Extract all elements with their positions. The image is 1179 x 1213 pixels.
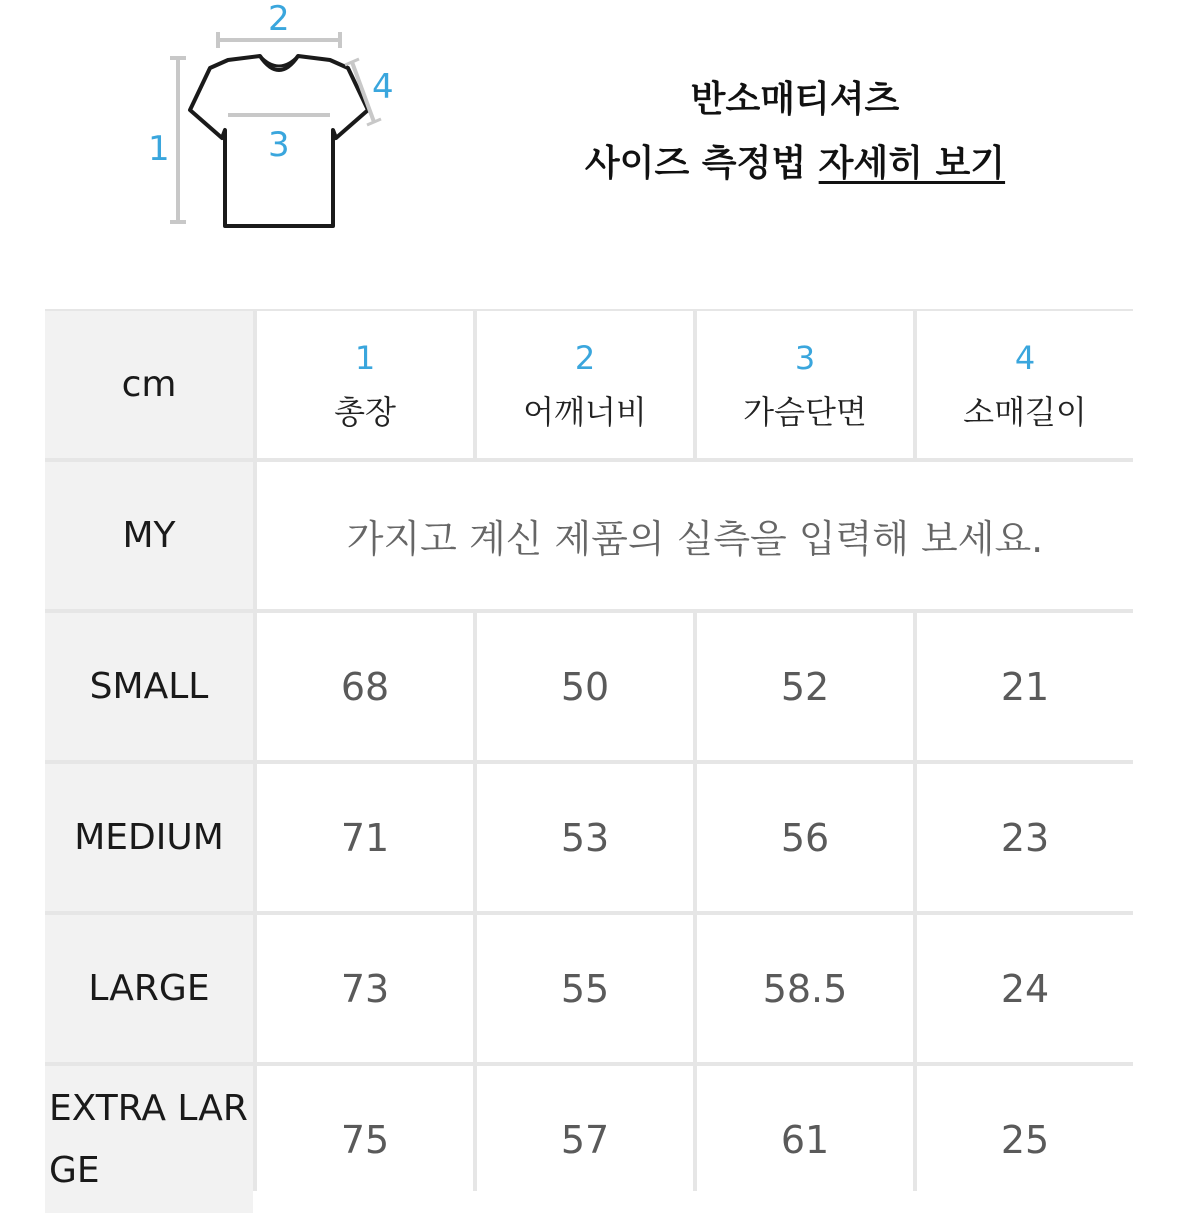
table-cell: 68: [257, 613, 473, 760]
column-number: 1: [354, 338, 376, 377]
column-header-chest: [697, 311, 913, 458]
column-number: 4: [1014, 338, 1036, 377]
table-cell: 50: [477, 613, 693, 760]
diagram-label-2: 2: [268, 0, 290, 39]
size-table: [45, 309, 1133, 1191]
table-cell: 23: [917, 764, 1133, 911]
table-cell: 52: [697, 613, 913, 760]
table-cell: 75: [257, 1066, 473, 1213]
tshirt-measurement-icon: [140, 0, 410, 240]
my-row-label: MY: [45, 462, 253, 609]
column-label: 총장: [334, 392, 396, 431]
column-header-shoulder: [477, 311, 693, 458]
measure-guide-line: [560, 132, 1030, 196]
table-cell: 61: [697, 1066, 913, 1213]
my-measurement-input[interactable]: 가지고 계신 제품의 실측을 입력해 보세요.: [257, 462, 1133, 609]
table-cell: 53: [477, 764, 693, 911]
column-header-length: [257, 311, 473, 458]
diagram-label-1: 1: [148, 129, 170, 169]
product-type-title: 반소매티셔츠: [690, 79, 900, 120]
size-label-extra-large: EXTRA LARGE: [45, 1066, 253, 1213]
column-label: 어깨너비: [523, 392, 647, 431]
column-number: 2: [574, 338, 596, 377]
column-number: 3: [794, 338, 816, 377]
table-cell: 21: [917, 613, 1133, 760]
measure-guide-label: 사이즈 측정법: [584, 143, 807, 184]
table-cell: 73: [257, 915, 473, 1062]
table-cell: 24: [917, 915, 1133, 1062]
diagram-label-4: 4: [372, 67, 394, 107]
diagram-label-3: 3: [268, 125, 290, 165]
table-cell: 57: [477, 1066, 693, 1213]
column-label: 소매길이: [963, 392, 1087, 431]
size-label-small: SMALL: [45, 613, 253, 760]
table-cell: 55: [477, 915, 693, 1062]
table-cell: 58.5: [697, 915, 913, 1062]
column-header-sleeve: [917, 311, 1133, 458]
size-guide-title: [560, 68, 1030, 196]
column-label: 가슴단면: [743, 392, 867, 431]
unit-header: cm: [45, 311, 253, 458]
table-cell: 25: [917, 1066, 1133, 1213]
size-label-medium: MEDIUM: [45, 764, 253, 911]
view-details-link[interactable]: 자세히 보기: [818, 143, 1006, 184]
table-cell: 56: [697, 764, 913, 911]
size-label-large: LARGE: [45, 915, 253, 1062]
table-cell: 71: [257, 764, 473, 911]
